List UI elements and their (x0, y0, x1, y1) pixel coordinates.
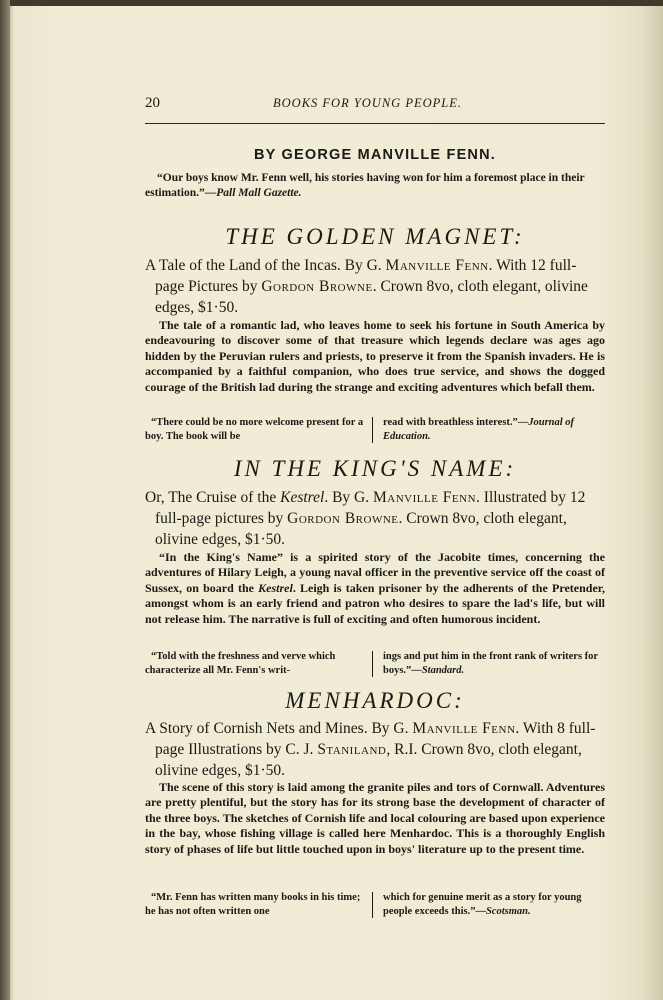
review-source: Journal of Education. (383, 417, 575, 442)
column-rule (372, 651, 373, 677)
review-left-column: “There could be no more welcome present for a boy. The book will be (145, 417, 364, 442)
review-source: Standard. (421, 665, 465, 676)
review-left-column: “Told with the freshness and verve which characterize all Mr. Fenn's writ- (145, 651, 336, 676)
ship-name: Kestrel (280, 489, 325, 506)
review-right-column: which for genuine merit as a story for young people exceeds this.”—Scotsman. (383, 892, 582, 917)
epigraph-source: Pall Mall Gazette. (216, 187, 302, 199)
running-head (145, 95, 605, 113)
book-title-menhardoc: MENHARDOC: (285, 688, 465, 713)
author-name: Manville Fenn (373, 489, 477, 506)
book-summary-menhardoc: The scene of this story is laid among the granite piles and tors of Cornwall. Adventures are pretty plentiful, but the story has for its strong base the development of character of the three boys. The sketches of Cornish life and local colouring are based upon experience in the bay, whose fishing village is called here Menhardoc. This is a thoroughly English story of phases of life but little touched upon in boys' literature up to the present time. (145, 780, 605, 856)
review-kings-name (145, 650, 605, 678)
book-description-golden-magnet: A Tale of the Land of the Incas. By G. Manville Fenn. With 12 full-page Pictures by Gordon Browne. Crown 8vo, cloth elegant, olivine edges, $1·50. (145, 257, 588, 316)
running-title: BOOKS FOR YOUNG PEOPLE. (273, 96, 462, 110)
book-description-kings-name: Or, The Cruise of the Kestrel. By G. Manville Fenn. Illustrated by 12 full-page pictures by Gordon Browne. Crown 8vo, cloth elegant, olivine edges, $1·50. (145, 489, 586, 548)
author-heading: BY GEORGE MANVILLE FENN. (253, 147, 497, 163)
author-epigraph (145, 171, 605, 201)
illustrator-name: Staniland (317, 741, 387, 758)
author-name: Manville Fenn (385, 257, 489, 274)
illustrator-name: Gordon Browne (261, 278, 373, 295)
book-title-kings-name: IN THE KING'S NAME: (233, 456, 517, 481)
author-name: Manville Fenn (412, 720, 516, 737)
epigraph-text: “Our boys know Mr. Fenn well, his stories having won for him a foremost place in their estimation.”— (145, 172, 585, 199)
page-spine-shadow (0, 0, 10, 1000)
review-menhardoc (145, 891, 605, 919)
page-number: 20 (145, 95, 160, 111)
header-rule (145, 123, 605, 124)
book-description-menhardoc: A Story of Cornish Nets and Mines. By G. Manville Fenn. With 8 full-page Illustrations by C. J. Staniland, R.I. Crown 8vo, cloth elegant, olivine edges, $1·50. (145, 720, 596, 779)
book-title-golden-magnet: THE GOLDEN MAGNET: (225, 224, 525, 249)
book-summary-kings-name: “In the King's Name” is a spirited story of the Jacobite times, concerning the adventures of Hilary Leigh, a young naval officer in the preventive service off the coast of Sussex, on board the Kestrel. Leigh is taken prisoner by the adherents of the Pretender, amongst whom is an early friend and patron who desires to spare the lad's life, but will not release him. The narrative is full of exciting and often humorous incident. (145, 550, 605, 626)
illustrator-name: Gordon Browne (287, 510, 399, 527)
column-rule (372, 417, 373, 443)
book-summary-golden-magnet: The tale of a romantic lad, who leaves home to seek his fortune in South America by endeavouring to discover some of that treasure which legends declare was ages ago hidden by the Peruvian rulers and priests, to preserve it from the Spanish invaders. He is accompanied by a faithful companion, who does true service, and shows the dogged courage of the British lad during the strange and exciting adventures which befall them. (145, 318, 605, 394)
review-right-column: ings and put him in the front rank of writers for boys.”—Standard. (383, 651, 598, 676)
review-source: Scotsman. (485, 906, 531, 917)
review-golden-magnet (145, 416, 605, 444)
review-right-column: read with breathless interest.”—Journal of Education. (383, 417, 575, 442)
review-left-column: “Mr. Fenn has written many books in his time; he has not often written one (145, 892, 361, 917)
ship-name: Kestrel (258, 580, 293, 595)
column-rule (372, 892, 373, 918)
